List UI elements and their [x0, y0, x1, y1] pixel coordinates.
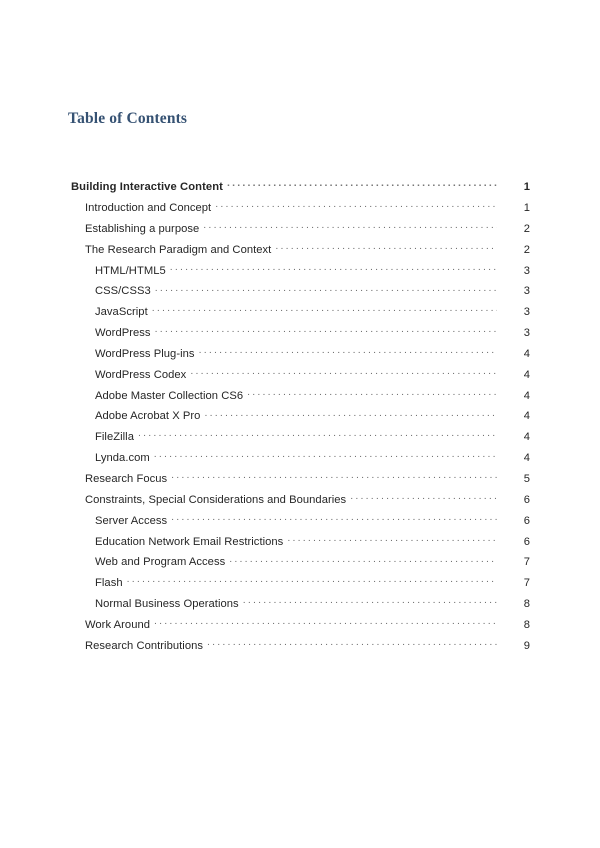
- toc-entry-label: Building Interactive Content: [71, 181, 223, 194]
- toc-entry-page-number: 8: [523, 618, 530, 631]
- toc-entry[interactable]: [0, 200, 600, 221]
- toc-dot-leader: [204, 408, 497, 419]
- toc-entry[interactable]: [0, 408, 600, 429]
- toc-entry-label: Adobe Acrobat X Pro: [95, 410, 201, 423]
- toc-entry-page-number: 4: [523, 368, 530, 381]
- toc-entry[interactable]: [0, 554, 600, 575]
- toc-entry[interactable]: [0, 575, 600, 596]
- toc-dot-leader: [243, 596, 497, 607]
- toc-entry-page-number: 4: [523, 347, 530, 360]
- toc-dot-leader: [203, 221, 497, 232]
- toc-dot-leader: [154, 450, 497, 461]
- page-title: Table of Contents: [68, 110, 188, 127]
- toc-entry-label: Introduction and Concept: [85, 202, 212, 215]
- toc-entry-page-number: 7: [523, 556, 530, 569]
- toc-entry-label: Education Network Email Restrictions: [95, 535, 284, 548]
- toc-dot-leader: [247, 387, 497, 398]
- toc-dot-leader: [152, 304, 497, 315]
- toc-entry-label: The Research Paradigm and Context: [85, 243, 272, 256]
- toc-entry[interactable]: [0, 533, 600, 554]
- toc-entry-label: Web and Program Access: [95, 556, 226, 569]
- toc-dot-leader: [170, 262, 497, 273]
- toc-dot-leader: [287, 533, 497, 544]
- toc-dot-leader: [138, 429, 497, 440]
- toc-entry-label: WordPress Codex: [95, 368, 187, 381]
- toc-dot-leader: [199, 346, 497, 357]
- toc-entry[interactable]: [0, 617, 600, 638]
- toc-entry-page-number: 2: [523, 243, 530, 256]
- toc-entry[interactable]: [0, 596, 600, 617]
- toc-entry[interactable]: [0, 179, 600, 200]
- toc-entry-page-number: 6: [523, 535, 530, 548]
- toc-dot-leader: [155, 283, 497, 294]
- toc-entry[interactable]: [0, 638, 600, 659]
- toc-entry[interactable]: [0, 450, 600, 471]
- toc-entry-page-number: 3: [523, 285, 530, 298]
- toc-entry-label: WordPress: [95, 327, 151, 340]
- toc-entry-label: Constraints, Special Considerations and Boundaries: [85, 493, 347, 506]
- toc-entry-label: Research Contributions: [85, 639, 204, 652]
- toc-entry-label: CSS/CSS3: [95, 285, 151, 298]
- toc-entry-page-number: 3: [523, 306, 530, 319]
- toc-entry-label: FileZilla: [95, 431, 134, 444]
- toc-entry[interactable]: [0, 492, 600, 513]
- toc-dot-leader: [350, 492, 497, 503]
- toc-entry-label: Work Around: [85, 618, 151, 631]
- toc-entry-page-number: 2: [523, 222, 530, 235]
- toc-entry-page-number: 1: [523, 181, 530, 194]
- toc-dot-leader: [190, 367, 497, 378]
- toc-dot-leader: [127, 575, 497, 586]
- toc-entry[interactable]: [0, 471, 600, 492]
- toc-entry-label: HTML/HTML5: [95, 264, 166, 277]
- toc-dot-leader: [275, 242, 497, 253]
- toc-entry-page-number: 8: [523, 598, 530, 611]
- toc-entry[interactable]: [0, 429, 600, 450]
- toc-entry-label: Flash: [95, 577, 123, 590]
- toc-entry-page-number: 4: [523, 431, 530, 444]
- toc-entry-label: Adobe Master Collection CS6: [95, 389, 244, 402]
- toc-entry-page-number: 6: [523, 493, 530, 506]
- toc-dot-leader: [215, 200, 497, 211]
- toc-entry-page-number: 7: [523, 577, 530, 590]
- toc-dot-leader: [154, 617, 497, 628]
- toc-entry-page-number: 9: [523, 639, 530, 652]
- toc-entry-label: Server Access: [95, 514, 168, 527]
- toc-entry-label: Normal Business Operations: [95, 598, 239, 611]
- toc-dot-leader: [229, 554, 497, 565]
- toc-entry[interactable]: [0, 325, 600, 346]
- toc-entry[interactable]: [0, 304, 600, 325]
- toc-entry-label: Lynda.com: [95, 452, 150, 465]
- toc-entry-label: WordPress Plug-ins: [95, 347, 195, 360]
- toc-entry-page-number: 4: [523, 389, 530, 402]
- toc-dot-leader: [171, 513, 497, 524]
- toc-entry-page-number: 5: [523, 473, 530, 485]
- toc-entry-label: Research Focus: [85, 473, 168, 485]
- toc-entry-page-number: 6: [523, 514, 530, 527]
- toc-entry[interactable]: [0, 283, 600, 304]
- toc-dot-leader: [155, 325, 497, 336]
- toc-entry-page-number: 4: [523, 452, 530, 465]
- toc-entry[interactable]: [0, 346, 600, 367]
- toc-entry-page-number: 3: [523, 264, 530, 277]
- toc-entry[interactable]: [0, 513, 600, 534]
- table-of-contents-list: [0, 179, 600, 658]
- toc-entry-page-number: 1: [523, 202, 530, 215]
- toc-entry-label: JavaScript: [95, 306, 148, 319]
- toc-entry[interactable]: [0, 367, 600, 388]
- toc-entry-label: Establishing a purpose: [85, 222, 200, 235]
- toc-dot-leader: [207, 638, 497, 649]
- toc-dot-leader: [171, 471, 497, 482]
- toc-entry[interactable]: [0, 262, 600, 283]
- toc-entry[interactable]: [0, 221, 600, 242]
- toc-entry-page-number: 3: [523, 327, 530, 340]
- toc-entry[interactable]: [0, 387, 600, 408]
- toc-entry[interactable]: [0, 242, 600, 263]
- toc-dot-leader: [227, 179, 497, 190]
- toc-entry-page-number: 4: [523, 410, 530, 423]
